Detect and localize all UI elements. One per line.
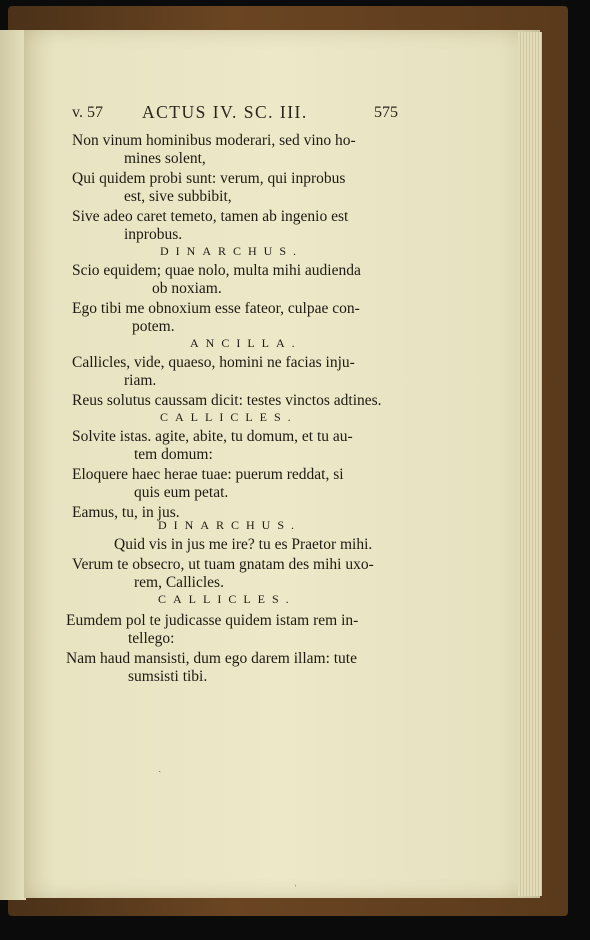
verse-line: Verum te obsecro, ut tuam gnatam des mihi uxo- xyxy=(72,556,374,573)
verse-line: Nam haud mansisti, dum ego darem illam: tute xyxy=(66,650,357,667)
verse-line-continuation: riam. xyxy=(124,372,157,389)
verse-line: Reus solutus caussam dicit: testes vinctos adtines. xyxy=(72,392,382,409)
verse-line: Scio equidem; quae nolo, multa mihi audienda xyxy=(72,262,361,279)
verse-line: Qui quidem probi sunt: verum, qui inprobus xyxy=(72,170,346,187)
verse-line: Callicles, vide, quaeso, homini ne facias inju- xyxy=(72,354,355,371)
running-title: ACTUS IV. SC. III. xyxy=(142,102,308,122)
verse-line-continuation: rem, Callicles. xyxy=(134,574,224,591)
verse-line: Solvite istas. agite, abite, tu domum, et tu au- xyxy=(72,428,353,445)
paper-speck: ˌ xyxy=(294,876,298,887)
verse-line: Eloquere haec herae tuae: puerum reddat, si xyxy=(72,466,344,483)
speaker-name: ANCILLA. xyxy=(190,336,302,350)
book-page xyxy=(24,30,540,898)
speaker-name: DINARCHUS. xyxy=(158,518,302,532)
verse-reference: v. 57 xyxy=(72,104,103,121)
running-header xyxy=(72,104,398,128)
verse-line-continuation: tem domum: xyxy=(134,446,213,463)
verse-line-continuation: tellego: xyxy=(128,630,175,647)
paper-speck: ˎ xyxy=(158,762,162,773)
verse-line-continuation: potem. xyxy=(132,318,175,335)
verse-line: Eamus, tu, in jus. xyxy=(72,504,180,521)
verse-line-continuation: inprobus. xyxy=(124,226,183,243)
verse-line-continuation: est, sive subbibit, xyxy=(124,188,232,205)
verse-line-continuation: mines solent, xyxy=(124,150,206,167)
page-number: 575 xyxy=(374,104,398,121)
speaker-name: CALLICLES. xyxy=(158,592,296,606)
speaker-name: CALLICLES. xyxy=(160,410,298,424)
verse-line-continuation: ob noxiam. xyxy=(152,280,222,297)
verse-line: Quid vis in jus me ire? tu es Praetor mihi. xyxy=(114,536,373,553)
verse-line: Ego tibi me obnoxium esse fateor, culpae con- xyxy=(72,300,360,317)
facing-page-edge xyxy=(0,30,26,900)
verse-line: Eumdem pol te judicasse quidem istam rem in- xyxy=(66,612,359,629)
speaker-name: DINARCHUS. xyxy=(160,244,304,258)
verse-line: Non vinum hominibus moderari, sed vino ho- xyxy=(72,132,356,149)
page-block-edge xyxy=(518,32,542,896)
verse-line-continuation: quis eum petat. xyxy=(134,484,229,501)
verse-line: Sive adeo caret temeto, tamen ab ingenio est xyxy=(72,208,349,225)
verse-line-continuation: sumsisti tibi. xyxy=(128,668,208,685)
